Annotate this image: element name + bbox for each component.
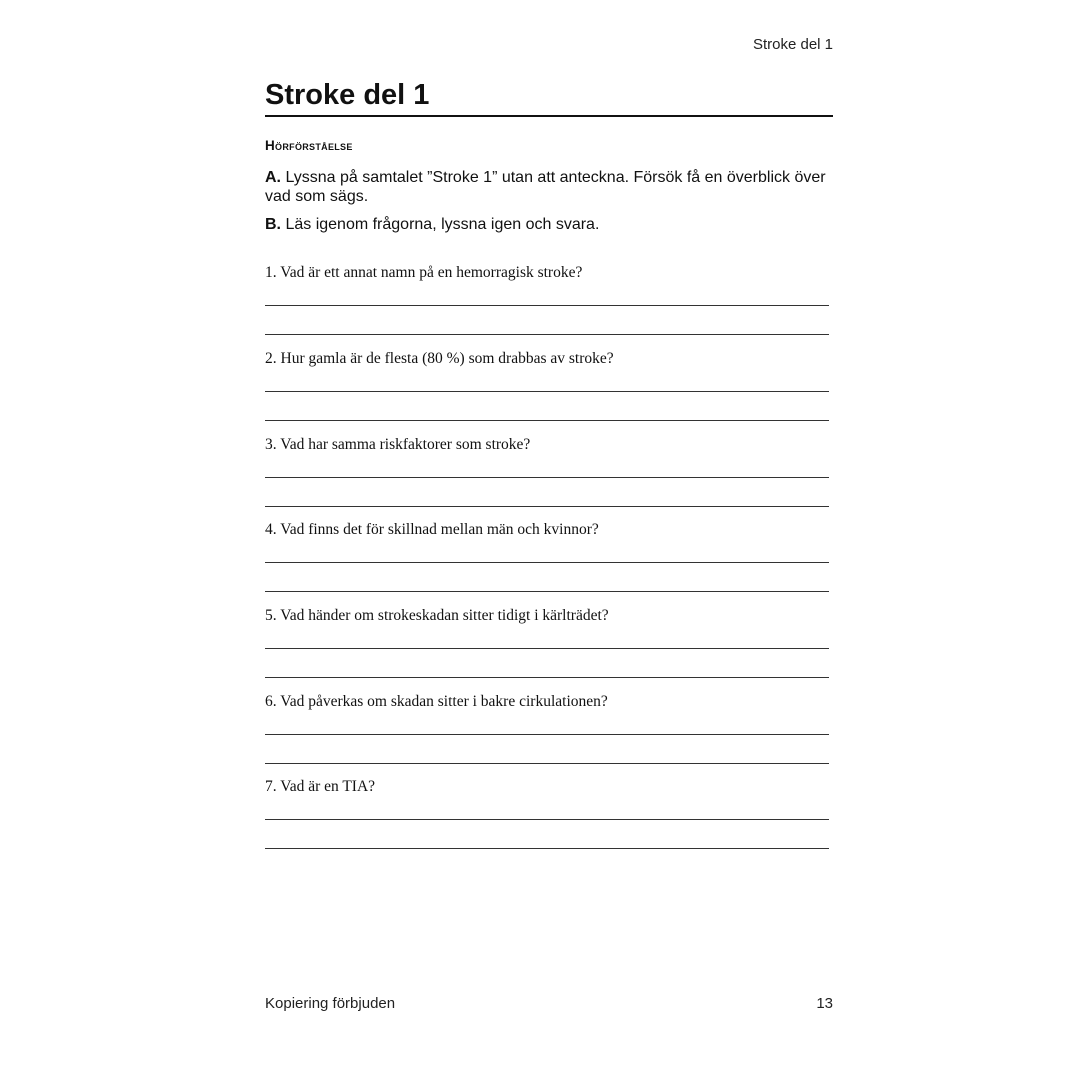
answer-line[interactable]	[265, 763, 829, 764]
answer-line[interactable]	[265, 562, 829, 563]
answer-line[interactable]	[265, 305, 829, 306]
running-header: Stroke del 1	[752, 36, 833, 53]
question-text: 3. Vad har samma riskfaktorer som stroke?	[265, 436, 531, 453]
question-2	[265, 349, 833, 439]
question-5	[265, 606, 833, 696]
question-text: 2. Hur gamla är de flesta (80 %) som drabbas av stroke?	[265, 350, 614, 367]
answer-line[interactable]	[265, 477, 829, 478]
answer-line[interactable]	[265, 420, 829, 421]
answer-line[interactable]	[265, 391, 829, 392]
instruction-letter: B.	[265, 216, 281, 233]
question-text: 4. Vad finns det för skillnad mellan män och kvinnor?	[265, 521, 599, 538]
question-6	[265, 692, 833, 782]
question-7	[265, 777, 833, 867]
answer-line[interactable]	[265, 648, 829, 649]
instruction-a	[265, 168, 833, 206]
section-heading: Hörförståelse	[265, 138, 353, 153]
question-3	[265, 435, 833, 525]
answer-line[interactable]	[265, 819, 829, 820]
copyright-notice: Kopiering förbjuden	[265, 995, 396, 1012]
page-title: Stroke del 1	[265, 76, 833, 117]
answer-line[interactable]	[265, 848, 829, 849]
worksheet-page	[265, 0, 833, 1080]
instruction-text: Läs igenom frågorna, lyssna igen och svara.	[281, 216, 600, 233]
question-1	[265, 263, 833, 353]
answer-line[interactable]	[265, 677, 829, 678]
answer-line[interactable]	[265, 334, 829, 335]
answer-line[interactable]	[265, 591, 829, 592]
answer-line[interactable]	[265, 506, 829, 507]
instruction-letter: A.	[265, 169, 281, 186]
question-text: 5. Vad händer om strokeskadan sitter tidigt i kärlträdet?	[265, 607, 609, 624]
question-text: 6. Vad påverkas om skadan sitter i bakre cirkulationen?	[265, 693, 608, 710]
page-number: 13	[816, 995, 833, 1012]
question-text: 7. Vad är en TIA?	[265, 778, 376, 795]
question-4	[265, 520, 833, 610]
question-text: 1. Vad är ett annat namn på en hemorragisk stroke?	[265, 264, 583, 281]
instruction-b	[265, 215, 833, 234]
answer-line[interactable]	[265, 734, 829, 735]
instruction-text: Lyssna på samtalet ”Stroke 1” utan att anteckna. Försök få en överblick över vad som sägs.	[265, 169, 826, 205]
